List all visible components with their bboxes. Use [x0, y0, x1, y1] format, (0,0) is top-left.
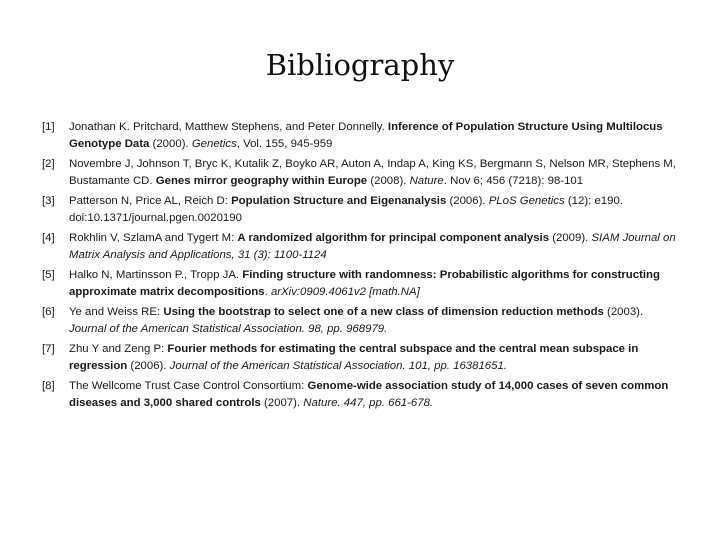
reference-item [42, 230, 682, 264]
reference-number: [3] [42, 195, 55, 207]
reference-number: [6] [42, 306, 55, 318]
reference-details: . Nov 6; 456 (7218): 98-101 [443, 175, 584, 188]
reference-item [42, 267, 682, 301]
reference-title: Inference of Population Structure Using Multilocus Genotype Data [69, 121, 663, 151]
reference-title: Fourier methods for estimating the central subspace and the central mean subspace in regression [69, 343, 639, 373]
reference-journal: SIAM Journal on Matrix Analysis and Applications, 31 (3): 1100-1124 [69, 232, 676, 262]
reference-item [42, 304, 682, 338]
reference-authors: Halko N, Martinsson P., Tropp JA. [69, 269, 240, 281]
reference-authors: Rokhlin V, SzlamA and Tygert M: [69, 232, 235, 244]
reference-authors: Patterson N, Price AL, Reich D: [69, 195, 228, 207]
reference-separator: (2009). [549, 232, 592, 244]
reference-list [42, 119, 682, 415]
reference-number: [4] [42, 232, 55, 244]
reference-item [42, 156, 682, 190]
reference-journal: Journal of the American Statistical Association. 98, pp. 968979. [69, 323, 388, 336]
reference-authors: Jonathan K. Pritchard, Matthew Stephens, and Peter Donnelly. [69, 121, 385, 133]
reference-item [42, 193, 682, 227]
reference-number: [7] [42, 343, 55, 355]
reference-title: Genome-wide association study of 14,000 cases of seven common diseases and 3,000 shared controls [69, 380, 669, 410]
reference-separator: (2006). [446, 195, 489, 207]
reference-authors: Novembre J, Johnson T, Bryc K, Kutalik Z, Boyko AR, Auton A, Indap A, King KS, Bergmann S, Nelson MR, Stephens M, Bustamante CD. [69, 158, 676, 188]
reference-title: Genes mirror geography within Europe [155, 175, 368, 188]
reference-authors: Zhu Y and Zeng P: [69, 343, 165, 355]
reference-number: [5] [42, 269, 55, 281]
reference-authors: The Wellcome Trust Case Control Consortium: [69, 380, 305, 392]
reference-item [42, 378, 682, 412]
reference-separator: (2008). [367, 175, 410, 188]
reference-title: A randomized algorithm for principal component analysis [237, 232, 550, 244]
reference-number: [2] [42, 158, 55, 170]
reference-details: (12): e190. doi:10.1371/journal.pgen.0020190 [69, 195, 623, 225]
reference-separator: (2000). [149, 138, 192, 151]
reference-journal: Genetics [191, 138, 237, 151]
page-title: Bibliography [265, 48, 455, 82]
reference-title: Finding structure with randomness: Probabilistic algorithms for constructing approximate matrix decompositions [69, 269, 660, 299]
reference-authors: Ye and Weiss RE: [69, 306, 161, 318]
reference-number: [8] [42, 380, 55, 392]
reference-separator: . [264, 286, 271, 299]
reference-separator: (2007). [260, 397, 304, 410]
reference-separator: (2006). [127, 360, 170, 373]
reference-title: Using the bootstrap to select one of a new class of dimension reduction methods [163, 306, 604, 318]
reference-title: Population Structure and Eigenanalysis [231, 195, 447, 207]
reference-journal: Nature [409, 175, 444, 188]
reference-item [42, 341, 682, 375]
reference-details: , Vol. 155, 945-959 [236, 138, 333, 151]
reference-number: [1] [42, 121, 55, 133]
reference-journal: arXiv:0909.4061v2 [math.NA] [270, 286, 420, 299]
reference-journal: Journal of the American Statistical Association. 101, pp. 16381651. [169, 360, 507, 373]
reference-separator: (2003). [603, 306, 644, 318]
reference-journal: Nature. 447, pp. 661-678. [303, 397, 434, 410]
reference-journal: PLoS Genetics [488, 195, 565, 207]
reference-item [42, 119, 682, 153]
